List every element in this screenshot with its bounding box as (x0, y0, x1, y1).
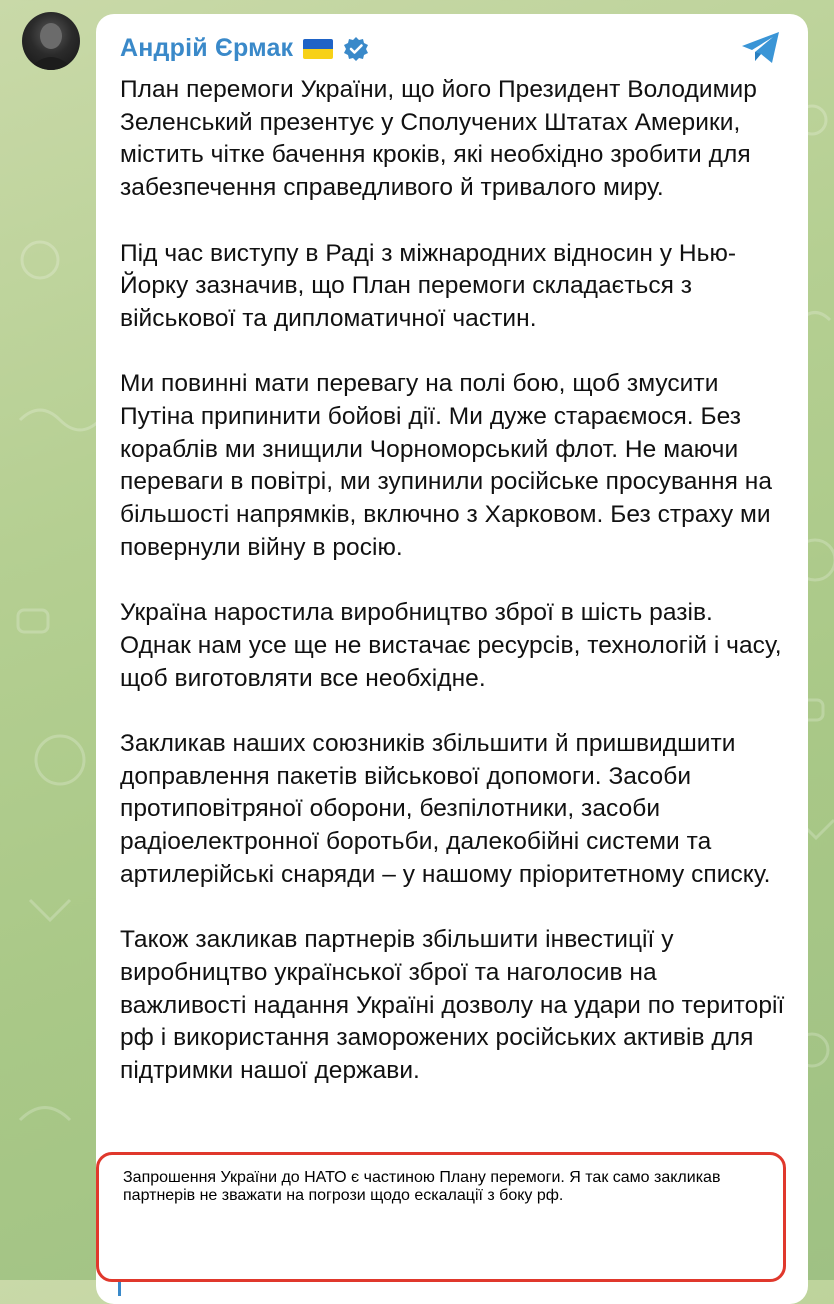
message-header (120, 34, 369, 63)
author-name[interactable]: Андрій Єрмак (120, 34, 294, 62)
paragraph-1: План перемоги України, що його Президент Володимир Зеленський презентує у Сполучених Штатах Америки, містить чітке бачення кроків, які необхідно зробити для забезпечення справедливого й тривалого миру. (120, 76, 757, 202)
message-bubble (96, 14, 808, 1304)
ukraine-flag-icon (303, 39, 333, 59)
paragraph-2: Під час виступу в Раді з міжнародних відносин у Нью-Йорку зазначив, що План перемоги складається з військової та дипломатичної частин. (120, 239, 737, 332)
author-avatar[interactable] (22, 12, 80, 70)
paragraph-4: Україна наростила виробництво зброї в шість разів. Однак нам усе ще не вистачає ресурсів, технологій і часу, щоб виготовляти все необхідне. (120, 599, 782, 692)
telegram-icon[interactable] (740, 30, 782, 66)
paragraph-6: Також закликав партнерів збільшити інвестиції у виробництво української зброї та наголосив на важливості надання Україні дозволу на удари по території рф і використання заморожених російських активів для підтримки нашої держави. (120, 926, 785, 1085)
quote-bar (118, 1282, 121, 1296)
verified-badge-icon (343, 36, 369, 62)
highlighted-paragraph: Запрошення України до НАТО є частиною Плану перемоги. Я так само закликав партнерів не зважати на погрози щодо ескалації з боку рф. (123, 1169, 721, 1204)
message-text (120, 74, 790, 1120)
avatar-person-icon (22, 12, 80, 70)
paragraph-3: Ми повинні мати перевагу на полі бою, щоб змусити Путіна припинити бойові дії. Ми дуже стараємося. Без кораблів ми знищили Чорноморський флот. Не маючи переваги в повітрі, ми зупинили російське просування на більшості напрямків, включно з Харковом. Без страху ми повернули війну в росію. (120, 370, 773, 561)
paragraph-5: Закликав наших союзників збільшити й пришвидшити доправлення пакетів військової допомоги. Засоби протиповітряної оборони, безпілотники, засоби радіоелектронної боротьби, далекобійні системи та артилерійські снаряди – у нашому пріоритетному списку. (120, 730, 771, 888)
highlighted-paragraph-box (96, 1152, 786, 1282)
